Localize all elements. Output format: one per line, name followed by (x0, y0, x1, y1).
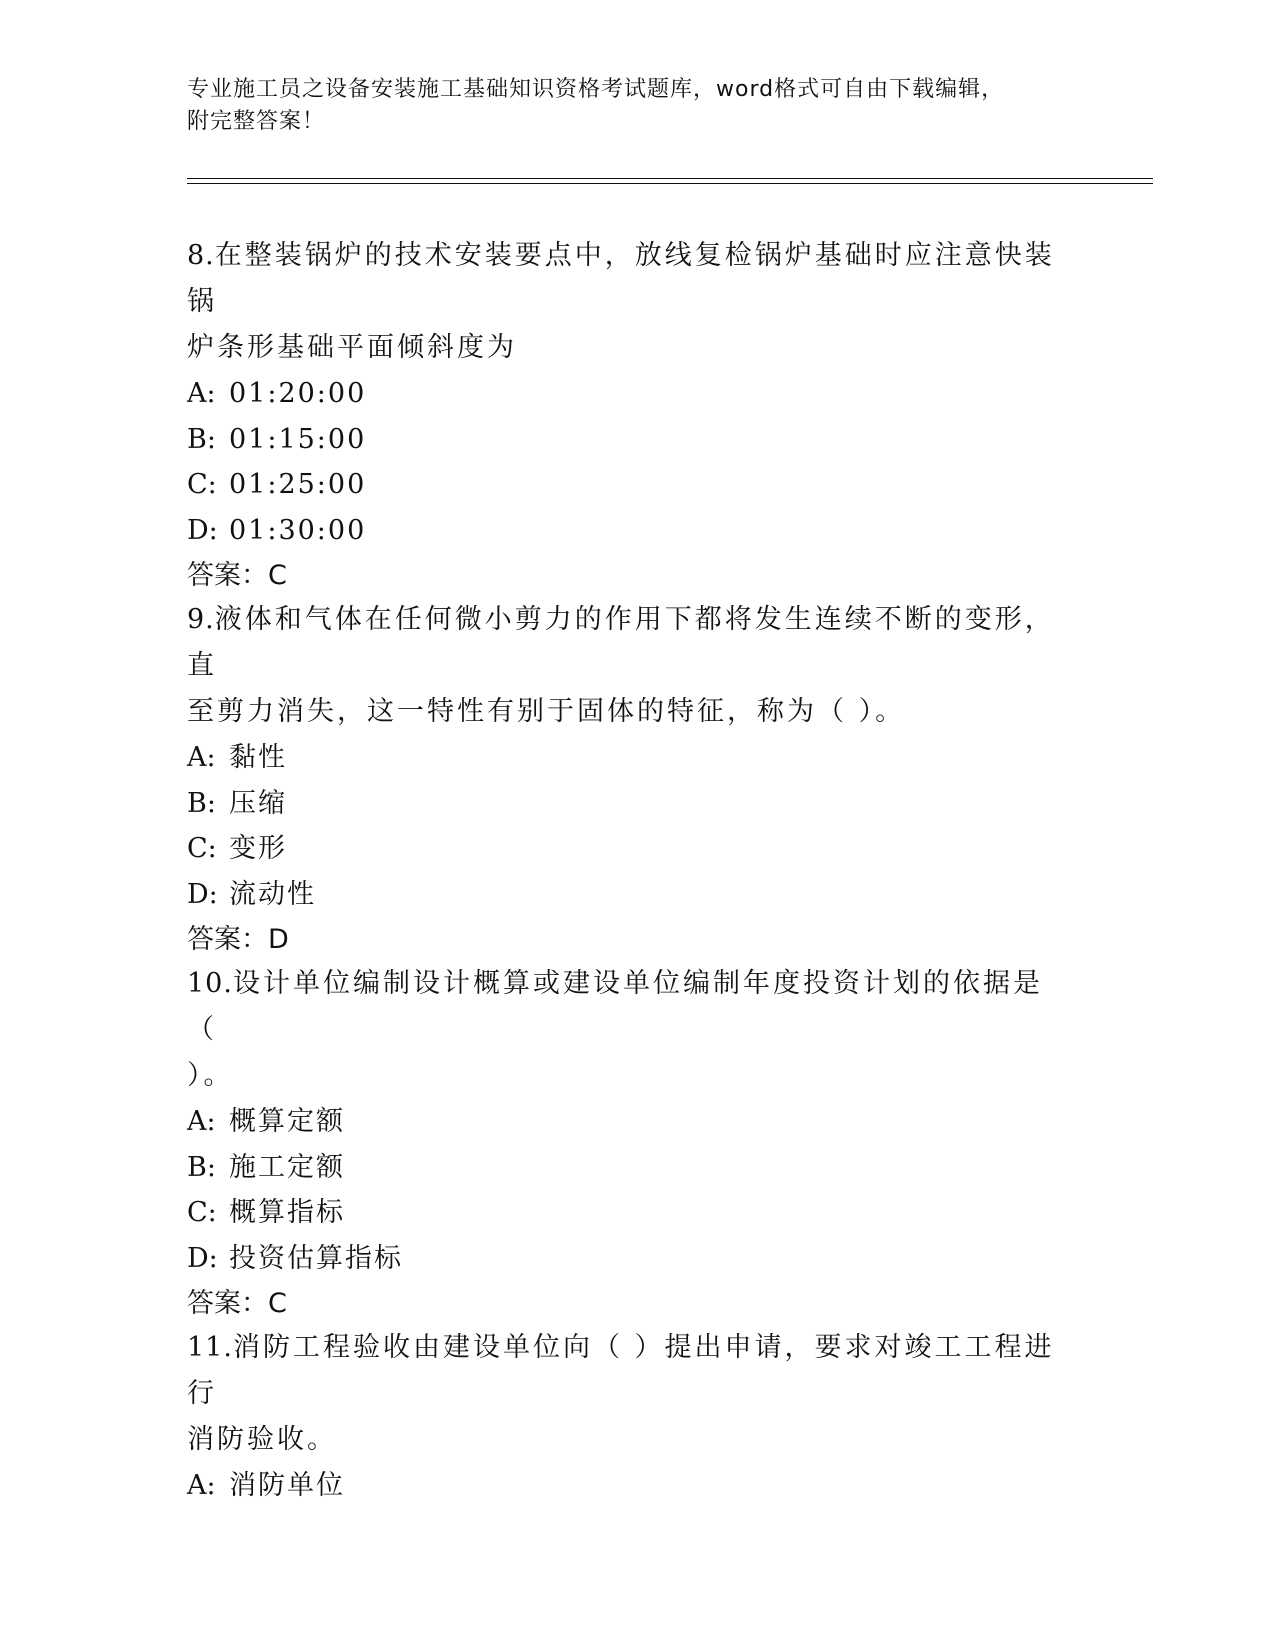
option-text: 01:30:00 (229, 514, 367, 546)
option-text: 变形 (229, 833, 287, 864)
option-label: B: (187, 423, 216, 455)
question-9 (187, 597, 1067, 963)
option-text: 投资估算指标 (229, 1242, 403, 1274)
option-a (187, 735, 1067, 781)
option-text: 概算定额 (229, 1106, 345, 1137)
answer-text: 答案：C (187, 1288, 287, 1319)
question-stem (187, 1325, 1067, 1463)
option-label: A: (187, 378, 216, 409)
option-b (187, 781, 1067, 827)
option-c (187, 826, 1067, 872)
question-stem (187, 597, 1067, 735)
option-label: D: (187, 878, 218, 910)
option-c (187, 1190, 1067, 1236)
option-text: 施工定额 (229, 1151, 345, 1183)
question-stem-line-1: 在整装锅炉的技术安装要点中，放线复检锅炉基础时应注意快装锅 (187, 240, 1055, 317)
option-label: B: (187, 787, 216, 819)
header-divider-top (187, 178, 1153, 179)
option-label: C: (187, 833, 217, 864)
option-text: 黏性 (229, 742, 287, 773)
option-a (187, 1463, 1067, 1509)
question-stem-line-2: 炉条形基础平面倾斜度为 (187, 332, 517, 363)
question-stem-line-2: 至剪力消失，这一特性有别于固体的特征，称为（ ）。 (187, 696, 906, 727)
option-label: A: (187, 1470, 216, 1501)
option-a (187, 1099, 1067, 1145)
question-10 (187, 961, 1067, 1327)
question-number: 10. (187, 968, 233, 999)
option-label: C: (187, 1197, 217, 1228)
option-text: 01:20:00 (229, 378, 367, 409)
option-d (187, 872, 1067, 918)
option-c (187, 462, 1067, 508)
question-stem-line-1: 消防工程验收由建设单位向（ ）提出申请，要求对竣工工程进行 (187, 1332, 1055, 1409)
option-d (187, 1236, 1067, 1282)
option-label: A: (187, 1106, 216, 1137)
option-text: 消防单位 (229, 1470, 345, 1501)
document-header (187, 74, 1077, 138)
question-stem (187, 233, 1067, 371)
question-stem-line-2: 消防验收。 (187, 1424, 337, 1455)
option-label: B: (187, 1151, 216, 1183)
question-8 (187, 233, 1067, 599)
question-stem-line-1: 液体和气体在任何微小剪力的作用下都将发生连续不断的变形，直 (187, 604, 1055, 681)
question-number: 11. (187, 1332, 233, 1363)
option-text: 概算指标 (229, 1197, 345, 1228)
answer-text: 答案：C (187, 560, 287, 591)
option-label: C: (187, 469, 217, 500)
question-stem-line-2: ）。 (187, 1060, 234, 1091)
question-11 (187, 1325, 1067, 1509)
option-label: D: (187, 514, 218, 546)
option-text: 流动性 (229, 878, 316, 910)
option-d (187, 508, 1067, 554)
option-text: 压缩 (229, 787, 287, 819)
question-number: 9. (187, 604, 215, 635)
question-stem (187, 961, 1067, 1099)
option-b (187, 417, 1067, 463)
header-divider-bottom (187, 183, 1153, 184)
option-label: D: (187, 1242, 218, 1274)
header-line-2: 附完整答案！ (187, 109, 326, 134)
option-text: 01:15:00 (229, 423, 367, 455)
header-line-1: 专业施工员之设备安装施工基础知识资格考试题库，word格式可自由下载编辑， (187, 77, 1005, 102)
option-a (187, 371, 1067, 417)
answer-text: 答案：D (187, 924, 289, 955)
question-number: 8. (187, 240, 215, 271)
option-text: 01:25:00 (229, 469, 367, 500)
question-stem-line-1: 设计单位编制设计概算或建设单位编制年度投资计划的依据是（ (187, 968, 1043, 1045)
option-b (187, 1145, 1067, 1191)
option-label: A: (187, 742, 216, 773)
